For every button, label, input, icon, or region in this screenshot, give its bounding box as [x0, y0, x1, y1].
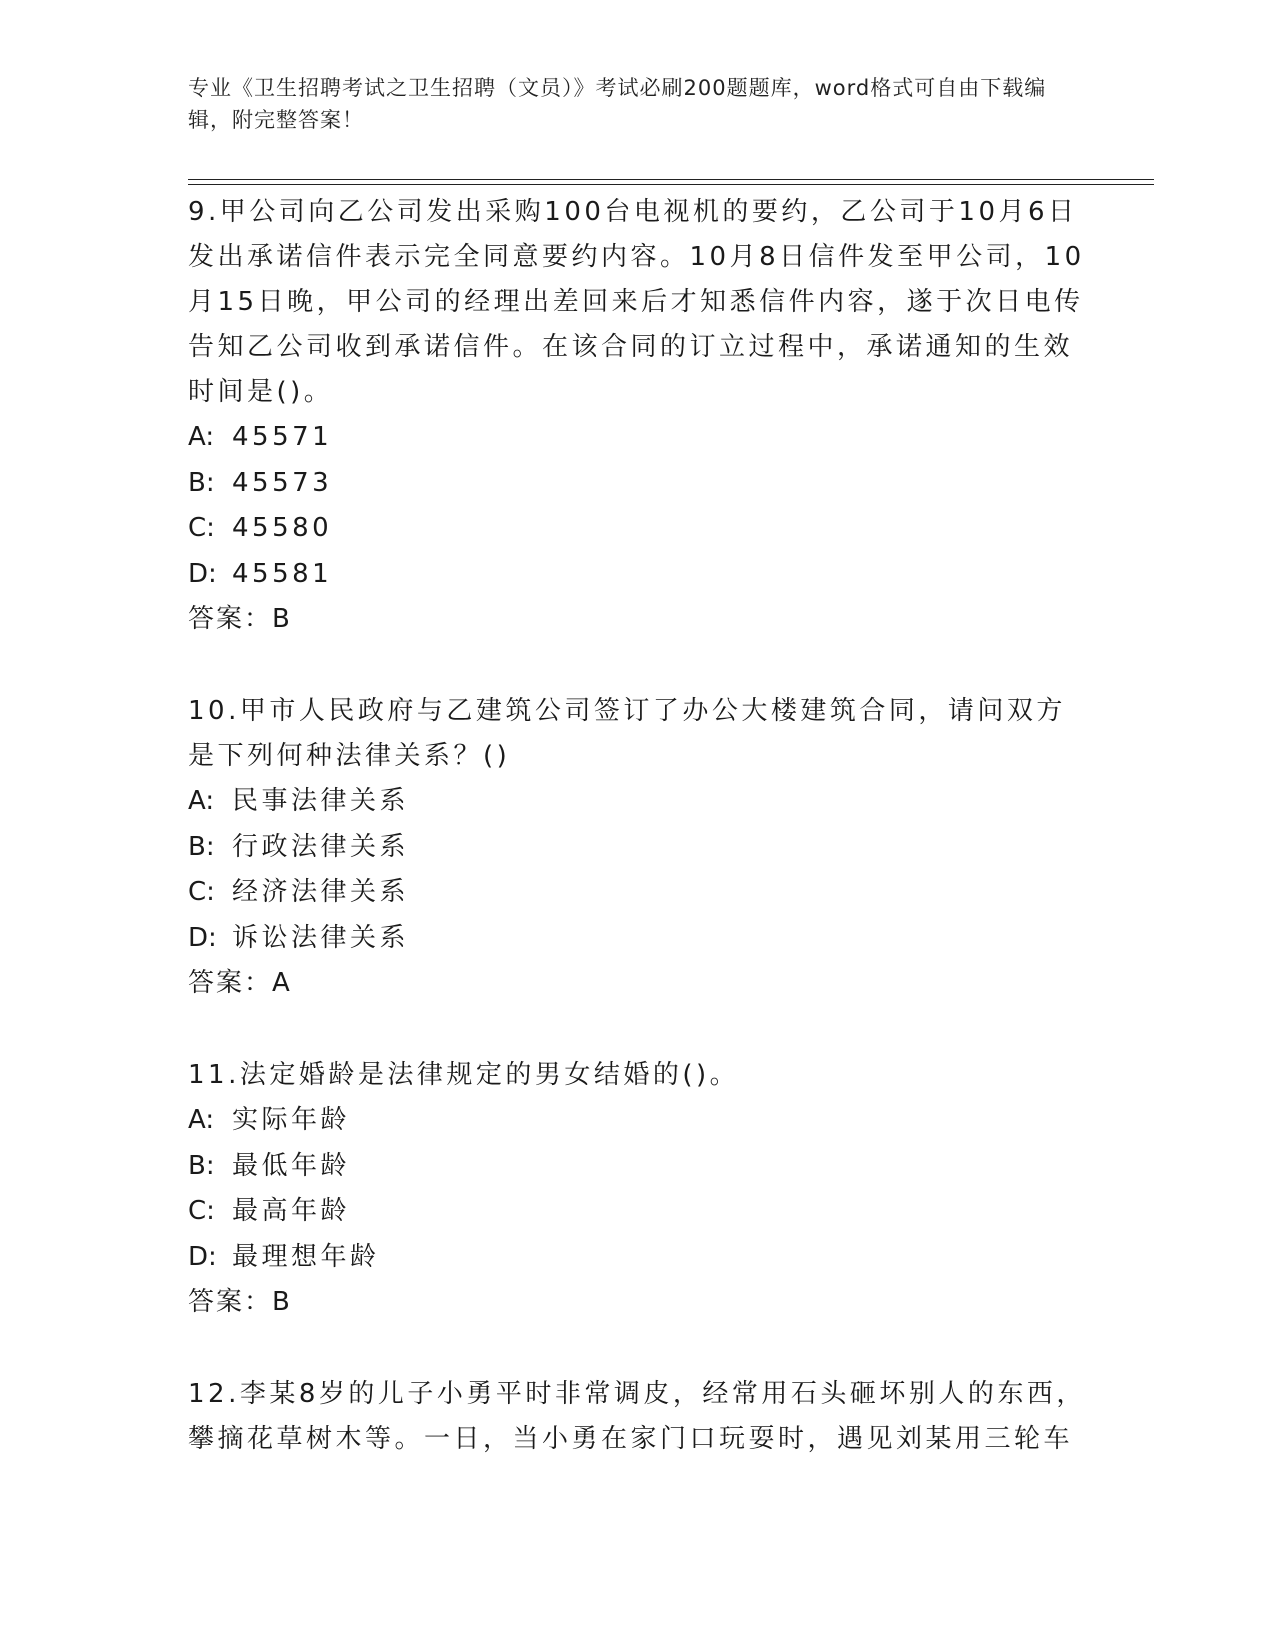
option-a	[188, 415, 1088, 461]
option-d	[188, 1235, 1088, 1281]
question-9	[188, 190, 1088, 642]
question-text: 12.李某8岁的儿子小勇平时非常调皮，经常用石头砸坏别人的东西，攀摘花草树木等。一日，当小勇在家门口玩耍时，遇见刘某用三轮车	[188, 1379, 1086, 1454]
option-a	[188, 1098, 1088, 1144]
question-spacer	[188, 1325, 1088, 1372]
option-text: 45580	[232, 513, 333, 543]
option-letter: A:	[188, 1105, 215, 1135]
option-c	[188, 1189, 1088, 1235]
answer-line: 答案：A	[188, 968, 292, 998]
option-text: 民事法律关系	[232, 786, 410, 816]
question-text: 11.法定婚龄是法律规定的男女结婚的()。	[188, 1060, 740, 1090]
option-letter: B:	[188, 1150, 215, 1181]
option-letter: C:	[188, 1196, 215, 1226]
option-letter: C:	[188, 513, 215, 543]
option-text: 最高年龄	[232, 1196, 351, 1226]
question-text: 10.甲市人民政府与乙建筑公司签订了办公大楼建筑合同，请问双方是下列何种法律关系？()	[188, 696, 1066, 771]
header-rule-bottom	[188, 184, 1154, 185]
option-text: 诉讼法律关系	[232, 922, 410, 953]
option-text: 45573	[232, 467, 333, 498]
option-text: 45571	[232, 422, 333, 452]
option-text: 行政法律关系	[232, 831, 410, 862]
option-letter: D:	[188, 558, 217, 589]
option-letter: D:	[188, 1241, 217, 1272]
option-letter: A:	[188, 422, 215, 452]
option-letter: B:	[188, 831, 215, 862]
document-header: 专业《卫生招聘考试之卫生招聘（文员）》考试必刷200题题库，word格式可自由下载编辑，附完整答案！	[188, 76, 1047, 132]
header-rule-top	[188, 179, 1154, 180]
option-text: 45581	[232, 558, 333, 589]
question-spacer	[188, 1006, 1088, 1053]
question-list	[188, 190, 1088, 1462]
question-text: 9.甲公司向乙公司发出采购100台电视机的要约，乙公司于10月6日发出承诺信件表示完全同意要约内容。10月8日信件发至甲公司，10月15日晚，甲公司的经理出差回来后才知悉信件内容，遂于次日电传告知乙公司收到承诺信件。在该合同的订立过程中，承诺通知的生效时间是()。	[188, 197, 1085, 407]
option-d	[188, 916, 1088, 962]
option-text: 最低年龄	[232, 1150, 351, 1181]
option-a	[188, 779, 1088, 825]
question-12	[188, 1372, 1088, 1462]
answer-line: 答案：B	[188, 1287, 292, 1317]
option-letter: C:	[188, 877, 215, 907]
answer-line: 答案：B	[188, 604, 292, 634]
option-text: 最理想年龄	[232, 1241, 380, 1272]
option-c	[188, 870, 1088, 916]
option-d	[188, 552, 1088, 598]
option-letter: A:	[188, 786, 215, 816]
option-b	[188, 1144, 1088, 1190]
option-text: 经济法律关系	[232, 877, 410, 907]
option-c	[188, 506, 1088, 552]
question-10	[188, 689, 1088, 1006]
option-b	[188, 825, 1088, 871]
question-spacer	[188, 642, 1088, 689]
option-letter: D:	[188, 922, 217, 953]
question-11	[188, 1053, 1088, 1325]
option-letter: B:	[188, 467, 215, 498]
option-text: 实际年龄	[232, 1105, 351, 1135]
option-b	[188, 461, 1088, 507]
